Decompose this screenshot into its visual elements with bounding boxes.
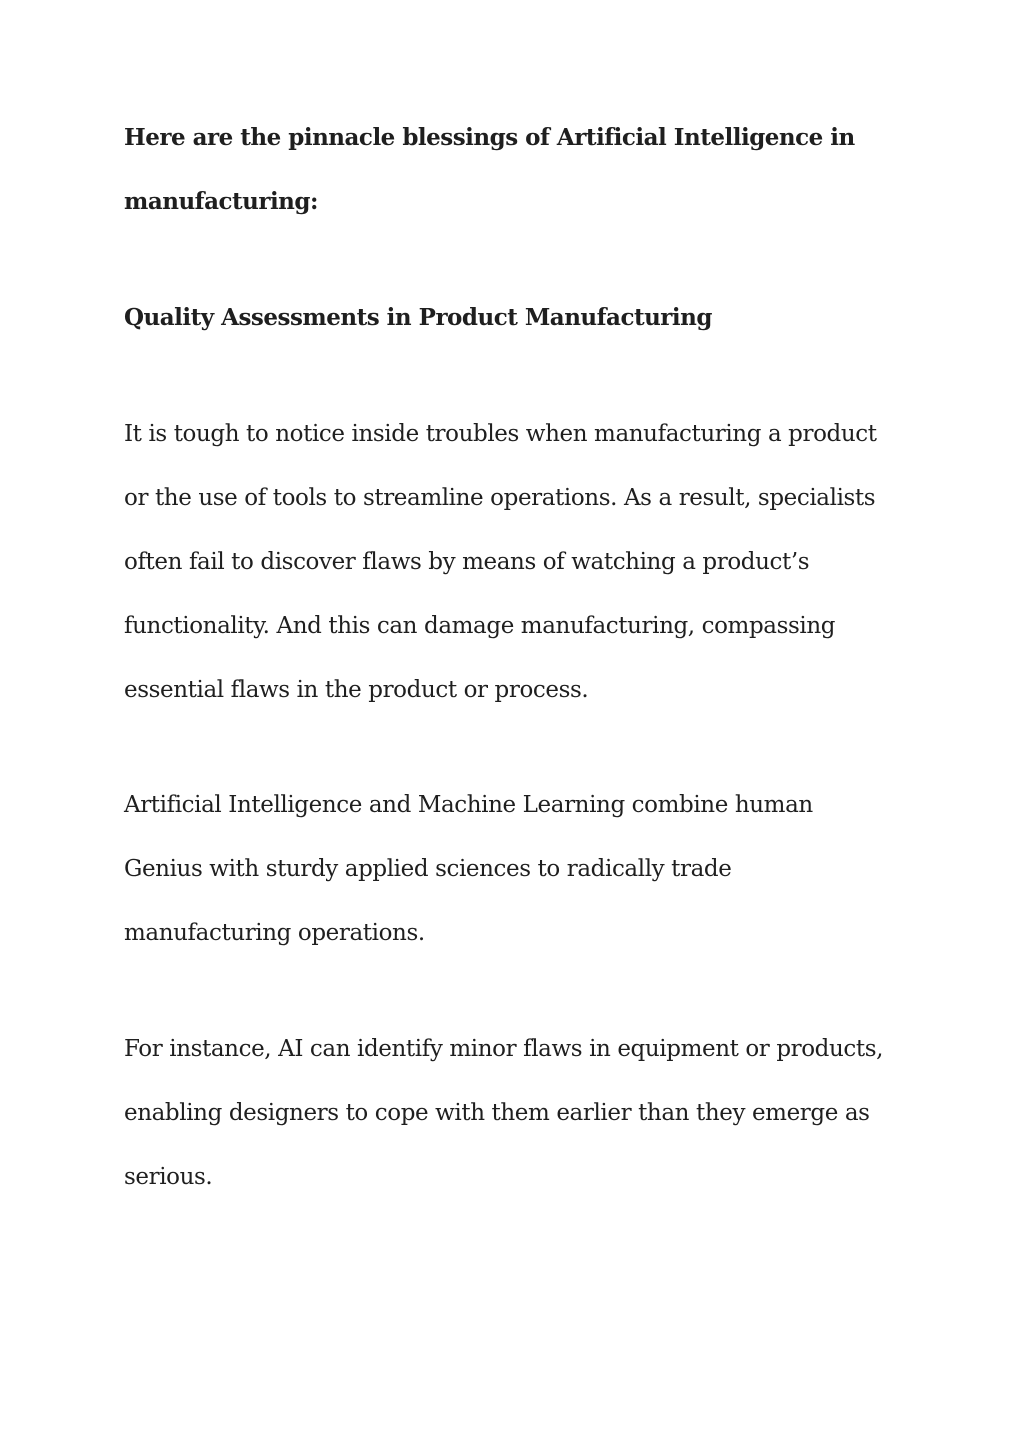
paragraph-example (124, 1017, 904, 1209)
paragraph-line: or the use of tools to streamline operations. As a result, specialists (124, 485, 876, 511)
paragraph-line: functionality. And this can damage manufacturing, compassing (124, 613, 836, 639)
paragraph-line: Artificial Intelligence and Machine Learning combine human (124, 792, 813, 818)
paragraph-ai-ml (124, 773, 904, 965)
paragraph-line: Genius with sturdy applied sciences to radically trade (124, 856, 732, 882)
paragraph-line: It is tough to notice inside troubles when manufacturing a product (124, 421, 877, 447)
document-content (124, 106, 904, 1209)
paragraph-line: enabling designers to cope with them earlier than they emerge as (124, 1100, 870, 1126)
paragraph-line: serious. (124, 1164, 213, 1190)
paragraph-line: often fail to discover flaws by means of watching a product’s (124, 549, 810, 575)
section-heading (124, 286, 904, 350)
intro-heading-line: Here are the pinnacle blessings of Artificial Intelligence in (124, 124, 855, 151)
intro-heading (124, 106, 904, 234)
section-heading-text: Quality Assessments in Product Manufacturing (124, 304, 712, 331)
paragraph-line: essential flaws in the product or process. (124, 677, 589, 703)
intro-heading-line: manufacturing: (124, 188, 318, 215)
paragraph-line: manufacturing operations. (124, 920, 425, 946)
paragraph-line: For instance, AI can identify minor flaws in equipment or products, (124, 1036, 884, 1062)
paragraph-quality-issues (124, 402, 904, 722)
